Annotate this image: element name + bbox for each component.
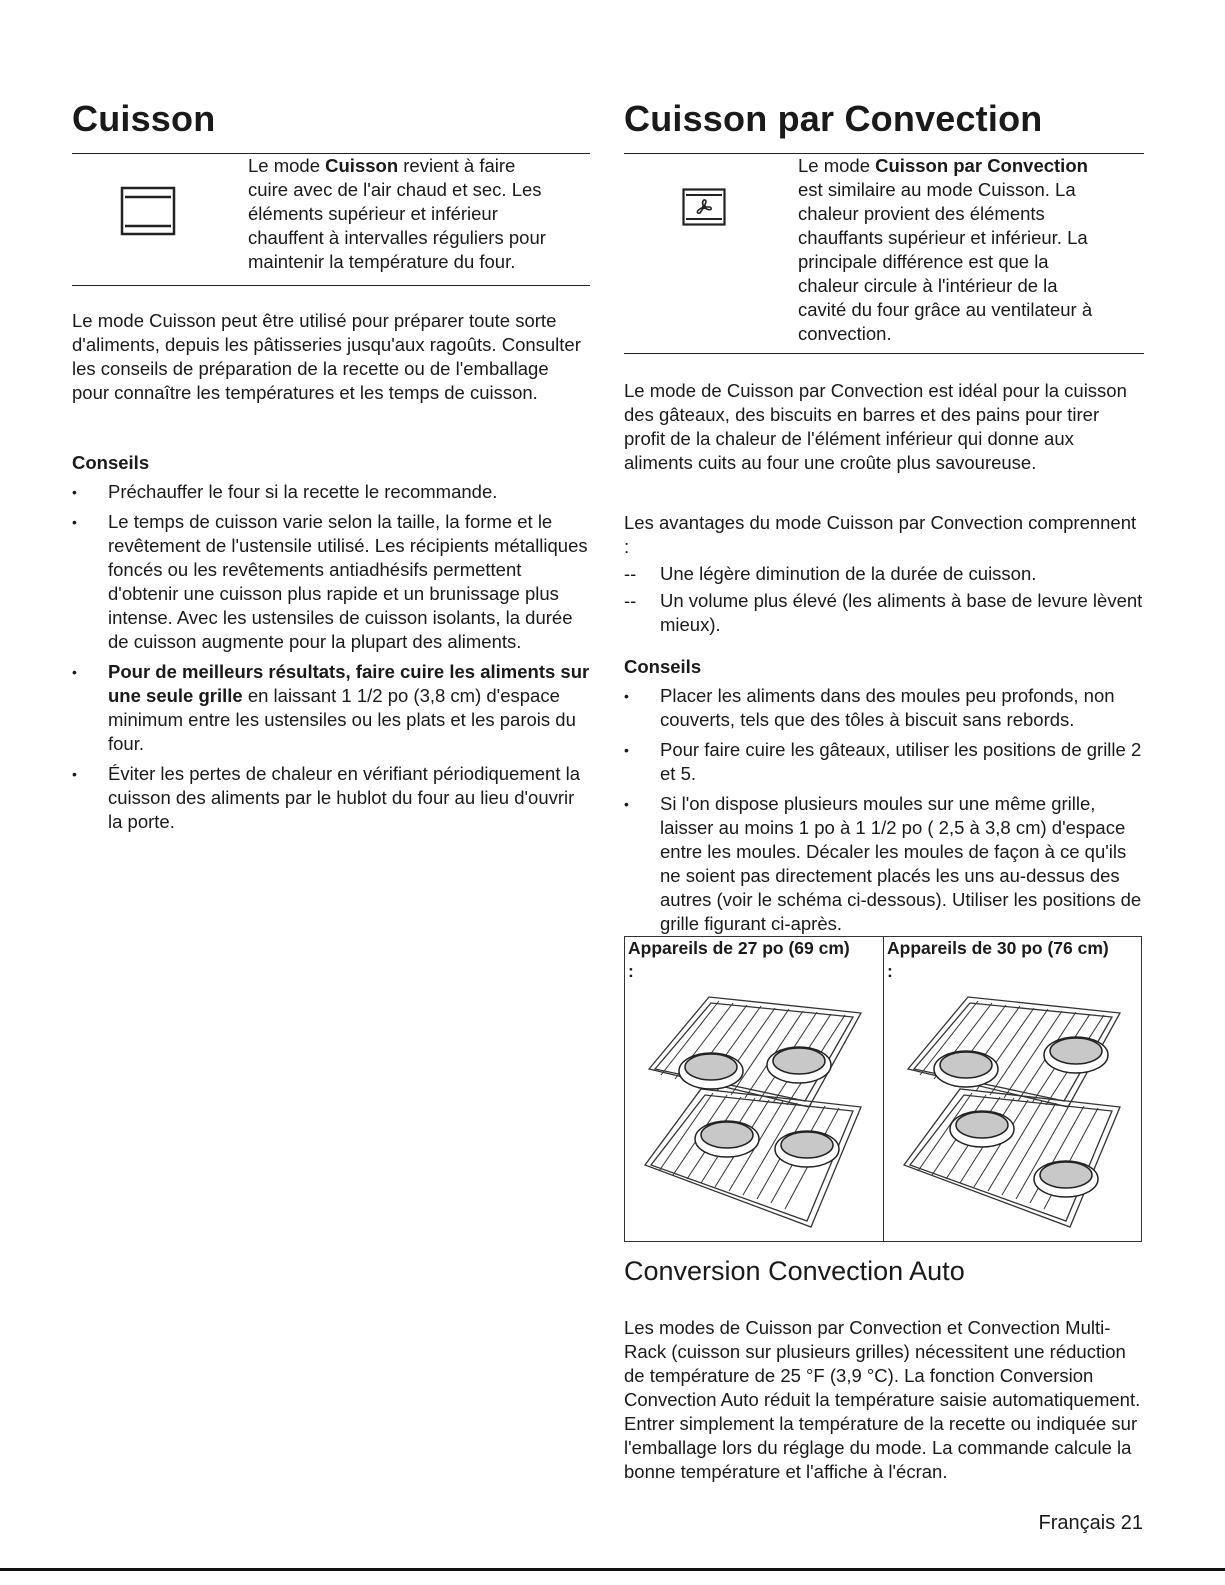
section-subtitle-auto-conversion: Conversion Convection Auto xyxy=(624,1256,965,1286)
list-item: • Pour de meilleurs résultats, faire cuire les aliments sur une seule grille en laissant 1 1/2 po (3,8 cm) d'espace minimum entre les ustensiles ou les plats et les parois du four. xyxy=(72,660,590,756)
figure-caption-colon: : xyxy=(628,961,634,981)
mode-description-box xyxy=(624,153,1144,354)
list-item: • Placer les aliments dans des moules peu profonds, non couverts, tels que des tôles à biscuit sans rebords. xyxy=(624,684,1144,732)
two-racks-illustration xyxy=(639,989,871,1237)
convection-fan-icon xyxy=(682,188,726,231)
figure-caption: Appareils de 30 po (76 cm) xyxy=(887,938,1109,958)
bottom-rule xyxy=(0,1568,1225,1571)
list-item: -- Un volume plus élevé (les aliments à base de levure lèvent mieux). xyxy=(624,589,1144,637)
page-number: Français 21 xyxy=(1038,1512,1143,1534)
list-item: • Éviter les pertes de chaleur en vérifiant périodiquement la cuisson des aliments par le hublot du four au lieu d'ouvrir la porte. xyxy=(72,762,590,834)
tips-heading: Conseils xyxy=(624,656,702,677)
mode-description: Le mode Cuisson revient à faire cuire avec de l'air chaud et sec. Les éléments supérieur et inférieur chauffent à intervalles réguliers pour maintenir la température du four. xyxy=(248,155,546,272)
figure-caption: Appareils de 27 po (69 cm) xyxy=(628,938,850,958)
advantages-list xyxy=(624,562,1144,640)
section-title-cuisson: Cuisson xyxy=(72,98,216,139)
tips-list xyxy=(624,684,1144,942)
list-item: -- Une légère diminution de la durée de cuisson. xyxy=(624,562,1144,586)
list-item: • Pour faire cuire les gâteaux, utiliser les positions de grille 2 et 5. xyxy=(624,738,1144,786)
rack-position-figure xyxy=(624,936,1142,1242)
mode-description: Le mode Cuisson par Convection est similaire au mode Cuisson. La chaleur provient des éléments chauffants supérieur et inférieur. La principale différence est que la chaleur circule à l'intérieur de la cavité du four grâce au ventilateur à convection. xyxy=(798,155,1093,344)
figure-cell-27in xyxy=(625,937,884,1241)
auto-conversion-paragraph: Les modes de Cuisson par Convection et Convection Multi-Rack (cuisson sur plusieurs grilles) nécessitent une réduction de température de 25 °F (3,9 °C). La fonction Conversion Convection Auto réduit la température saisie automatiquement. Entrer simplement la température de la recette ou indiquée sur l'emballage lors du réglage du mode. La commande calcule la bonne température et l'affiche à l'écran. xyxy=(624,1317,1141,1482)
tips-heading: Conseils xyxy=(72,452,150,473)
advantages-intro: Les avantages du mode Cuisson par Convection comprennent : xyxy=(624,512,1137,557)
oven-bake-icon xyxy=(120,186,176,241)
tips-list xyxy=(72,480,590,840)
figure-cell-30in xyxy=(883,937,1143,1241)
mode-description-box xyxy=(72,153,590,286)
list-item: • Si l'on dispose plusieurs moules sur une même grille, laisser au moins 1 po à 1 1/2 po ( 2,5 à 3,8 cm) d'espace entre les moules. Décaler les moules de façon à ce qu'ils ne soient pas directement placés les uns au-dessus des autres (voir le schéma ci-dessous). Utiliser les positions de grille figurant ci-après. xyxy=(624,792,1144,936)
section-title-convection: Cuisson par Convection xyxy=(624,98,1043,139)
two-racks-illustration xyxy=(898,989,1130,1237)
intro-paragraph: Le mode Cuisson peut être utilisé pour préparer toute sorte d'aliments, depuis les pâtisseries jusqu'aux ragoûts. Consulter les conseils de préparation de la recette ou de l'emballage pour connaître les températures et les temps de cuisson. xyxy=(72,310,581,403)
list-item: • Préchauffer le four si la recette le recommande. xyxy=(72,480,590,504)
intro-paragraph: Le mode de Cuisson par Convection est idéal pour la cuisson des gâteaux, des biscuits en barres et des pains pour tirer profit de la chaleur de l'élément inférieur qui donne aux aliments cuits au four une croûte plus savoureuse. xyxy=(624,380,1127,473)
figure-caption-colon: : xyxy=(887,961,893,981)
list-item: • Le temps de cuisson varie selon la taille, la forme et le revêtement de l'ustensile utilisé. Les récipients métalliques foncés ou les revêtements antiadhésifs permettent d'obtenir une cuisson plus rapide et un brunissage plus intense. Avec les ustensiles de cuisson isolants, la durée de cuisson augmente pour la plupart des aliments. xyxy=(72,510,590,654)
